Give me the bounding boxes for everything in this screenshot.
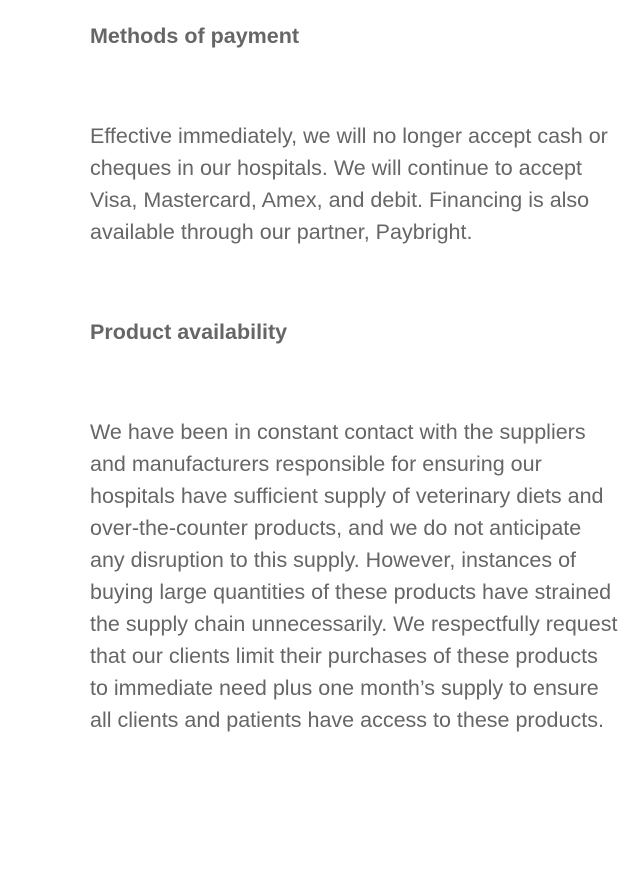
section-heading-methods-of-payment: Methods of payment bbox=[90, 24, 300, 48]
spacer bbox=[90, 348, 620, 416]
section-body-methods-of-payment: Effective immediately, we will no longer accept cash or cheques in our hospitals. We will continue to accept Visa, Mastercard, Amex, and debit. Financing is also available through our partner, Paybright. bbox=[90, 124, 608, 244]
spacer bbox=[90, 248, 620, 316]
section-heading-product-availability: Product availability bbox=[90, 320, 288, 344]
spacer bbox=[90, 52, 620, 120]
section-body-product-availability: We have been in constant contact with the suppliers and manufacturers responsible for ensuring our hospitals have sufficient supply of veterinary diets and over-the-counter products, and we do not anticipate any disruption to this supply. However, instances of buying large quantities of these products have strained the supply chain unnecessarily. We respectfully request that our clients limit their purchases of these products to immediate need plus one month’s supply to ensure all clients and patients have access to these products. bbox=[90, 420, 618, 732]
article-content bbox=[90, 20, 620, 736]
